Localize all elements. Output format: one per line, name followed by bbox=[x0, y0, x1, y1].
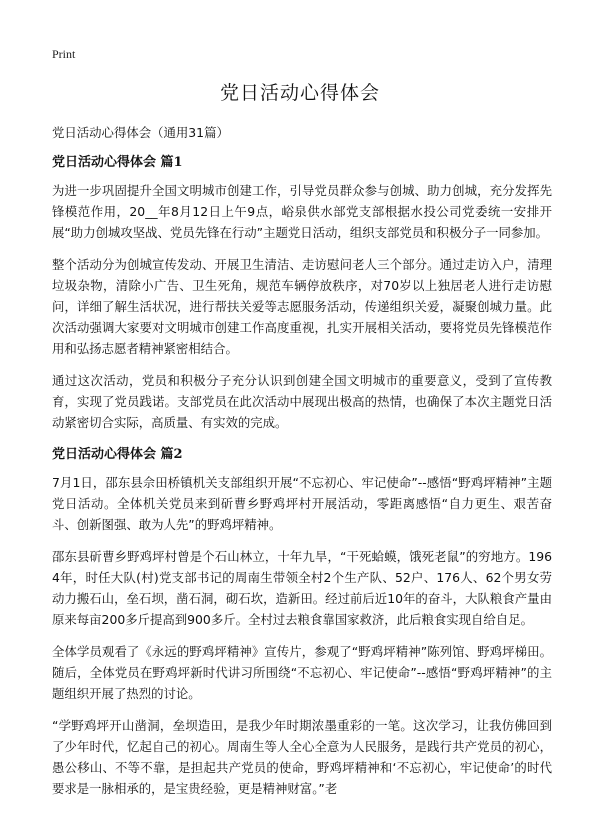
document-body bbox=[52, 122, 552, 810]
print-link[interactable]: Print bbox=[52, 47, 76, 61]
paragraph: “学野鸡坪开山凿洞，垒坝造田，是我少年时期浓墨重彩的一笔。这次学习，让我仿佛回到了少年时代，忆起自己的初心。周南生等人全心全意为人民服务，是践行共产党员的初心，愚公移山、不等不靠，是担起共产党员的使命，野鸡坪精神和‘不忘初心，牢记使命’的时代要求是一脉相承的，是宝贵经验，更是精神财富。”老 bbox=[52, 718, 552, 796]
paragraph: 整个活动分为创城宣传发动、开展卫生清洁、走访慰问老人三个部分。通过走访入户，清理垃圾杂物，清除小广告、卫生死角，规范车辆停放秩序，对70岁以上独居老人进行走访慰问，详细了解生活状况，进行帮扶关爱等志愿服务活动，传递组织关爱，凝聚创城力量。此次活动强调大家要对文明城市创建工作高度重视，扎实开展相关活动，要将党员先锋模范作用和弘扬志愿者精神紧密相结合。 bbox=[52, 257, 552, 356]
page-title: 党日活动心得体会 bbox=[219, 82, 380, 104]
paragraph: 全体学员观看了《永远的野鸡坪精神》宣传片，参观了“野鸡坪精神”陈列馆、野鸡坪梯田。随后，全体党员在野鸡坪新时代讲习所围绕“不忘初心、牢记使命”--感悟“野鸡坪精神”的主题组织开展了热烈的讨论。 bbox=[52, 644, 552, 701]
paragraph: 为进一步巩固提升全国文明城市创建工作，引导党员群众参与创城、助力创城，充分发挥先锋模范作用，20__年8月12日上午9点，峪泉供水部党支部根据水投公司党委统一安排开展“助力创城攻坚战、党员先锋在行动”主题党日活动，组织支部党员和积极分子一同参加。 bbox=[52, 183, 552, 240]
section-1 bbox=[52, 152, 552, 433]
section-heading: 党日活动心得体会 篇2 bbox=[52, 447, 183, 462]
document-subtitle: 党日活动心得体会（通用31篇） bbox=[52, 125, 229, 140]
paragraph: 邵东县斫曹乡野鸡坪村曾是个石山林立，十年九旱，“干死蛤蟆，饿死老鼠”的穷地方。1964年，时任大队(村)党支部书记的周南生带领全村2个生产队、52户、176人、62个男女劳动力搬石山，垒石坝，凿石洞，砌石坎，造新田。经过前后近10年的奋斗，大队粮食产量由原来每亩200多斤提高到900多斤。全村过去粮食靠国家救济，此后粮食实现自给自足。 bbox=[52, 549, 552, 627]
paragraph: 通过这次活动，党员和积极分子充分认识到创建全国文明城市的重要意义，受到了宣传教育，实现了党员践诺。支部党员在此次活动中展现出极高的热情，也确保了本次主题党日活动紧密切合实际，高质量、有实效的完成。 bbox=[52, 373, 552, 430]
paragraph: 7月1日，邵东县佘田桥镇机关支部组织开展“不忘初心、牢记使命”--感悟“野鸡坪精神”主题党日活动。全体机关党员来到斫曹乡野鸡坪村开展活动，零距离感悟“自力更生、艰苦奋斗、创新图强、敢为人先”的野鸡坪精神。 bbox=[52, 475, 552, 532]
section-2 bbox=[52, 444, 552, 799]
section-heading: 党日活动心得体会 篇1 bbox=[52, 155, 183, 170]
